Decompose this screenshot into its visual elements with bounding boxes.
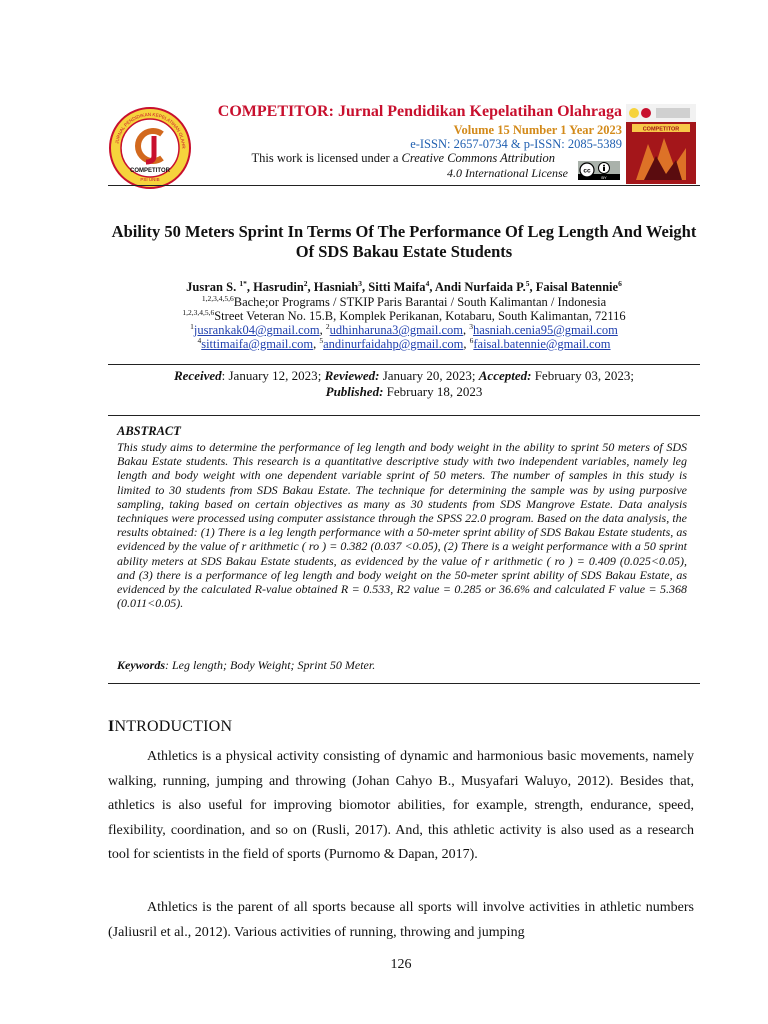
email-link[interactable]: jusrankak04@gmail.com — [193, 323, 320, 337]
keywords-label: Keywords — [117, 658, 165, 672]
email-link[interactable]: sittimaifa@gmail.com — [201, 337, 314, 351]
author-marker: 2 — [303, 279, 308, 288]
section-heading-introduction — [108, 718, 232, 736]
published-label: Published: — [325, 384, 384, 399]
svg-text:BY: BY — [601, 175, 607, 180]
author-list: Jusran S. $^{1*}$, Hasrudin$^2$, Hasniah$^3$, Sitti Maifa$^4$, Andi Nurfaida P.$^5$, Faisal Batennie$^6$ — [186, 279, 622, 294]
author-name: Faisal Batennie — [535, 280, 619, 294]
cover-title: COMPETITOR — [642, 126, 680, 133]
affiliation-marker: 1,2,3,4,5,6 — [182, 308, 215, 317]
accepted-date: February 03, 2023 — [534, 368, 631, 383]
accepted-label: Accepted: — [478, 368, 532, 383]
abstract-heading: ABSTRACT — [117, 424, 181, 438]
reviewed-date: January 20, 2023 — [382, 368, 472, 383]
reviewed-label: Reviewed: — [324, 368, 380, 383]
keywords-text: : Leg length; Body Weight; Sprint 50 Meter. — [165, 658, 376, 672]
intro-paragraph-2: Athletics is the parent of all sports because all sports will involve activities in athletic numbers (Jaliusril et al., 2012). Various activities of running, throwing and jumping — [108, 900, 694, 940]
logo-text: COMPETITOR — [130, 168, 170, 174]
logo-ring-text: JURNAL PENDIDIKAN KEPELATIHAN OLAHR — [114, 111, 187, 149]
email-link[interactable]: udhinharuna3@gmail.com — [329, 323, 464, 337]
email-link[interactable]: hasniah.cenia95@gmail.com — [473, 323, 618, 337]
author-marker: 3 — [358, 279, 363, 288]
heading-middle: NTRODUCTIO — [114, 718, 221, 735]
keywords — [117, 658, 687, 673]
journal-cover-thumbnail — [626, 104, 696, 184]
author-name: Hasrudin — [253, 280, 304, 294]
email-marker: 5 — [319, 336, 324, 345]
heading-initial: I — [108, 718, 115, 735]
heading-final: N — [220, 718, 233, 735]
email-marker: 1 — [190, 322, 194, 331]
intro-paragraph-1: Athletics is a physical activity consisting of dynamic and harmonious basic movements, namely walking, running, jumping and throwing (Johan Cahyo B., Musyafari Waluyo, 2012). Besides that, athletics is also useful for improving biomotor abilities, for example, strength, endurance, speed, flexibility, coordination, and so on (Rusli, 2017). And, this athletic activity is also used as a research tool for scientists in the field of sports (Purnomo & Dapan, 2017). — [108, 749, 694, 863]
submission-dates: Received: January 12, 2023; Reviewed: January 20, 2023; Accepted: February 03, 2023; — [173, 368, 635, 383]
email-line-1: $^1$jusrankak04@gmail.com, $^2$udhinharuna3@gmail.com, $^3$hasniah.cenia95@gmail.com — [190, 322, 618, 337]
affiliation-marker: 1,2,3,4,5,6 — [201, 294, 234, 303]
author-marker: 1* — [239, 279, 247, 288]
logo-subtext: PSI UNIB — [140, 177, 160, 182]
license-line2[interactable]: 4.0 International License — [447, 166, 568, 180]
email-marker: 4 — [197, 336, 202, 345]
page-number: 126 — [390, 957, 412, 972]
svg-text:cc: cc — [583, 167, 591, 175]
email-line-2: $^4$sittimaifa@gmail.com, $^5$andinurfaidahp@gmail.com, $^6$faisal.batennie@gmail.com — [197, 336, 611, 351]
received-date: January 12, 2023 — [228, 368, 318, 383]
cc-by-badge[interactable] — [578, 161, 620, 180]
license-prefix: This work is licensed under a — [251, 151, 402, 165]
author-marker: 4 — [425, 279, 430, 288]
affiliation-text: Bache;or Programs / STKIP Paris Barantai / South Kalimantan / Indonesia — [233, 295, 607, 309]
journal-title — [192, 103, 622, 121]
published-date: February 18, 2023 — [386, 384, 483, 399]
journal-issn: e-ISSN: 2657-0734 & p-ISSN: 2085-5389 — [410, 137, 622, 151]
license-link[interactable]: Creative Commons Attribution — [401, 151, 555, 165]
affiliation-text: Street Veteran No. 15.B, Komplek Perikanan, Kotabaru, South Kalimantan, 72116 — [214, 309, 626, 323]
author-name: Sitti Maifa — [368, 280, 426, 294]
email-marker: 6 — [469, 336, 474, 345]
abstract-divider — [108, 683, 700, 684]
journal-title-text: COMPETITOR: Jurnal Pendidikan Kepelatihan Olahraga — [217, 103, 622, 120]
email-marker: 3 — [469, 322, 474, 331]
affiliation-address — [108, 309, 700, 324]
author-marker: 5 — [525, 279, 530, 288]
email-link[interactable]: andinurfaidahp@gmail.com — [323, 337, 464, 351]
dates-divider-top — [108, 364, 700, 365]
abstract-body: This study aims to determine the performance of leg length and body weight in the ability to sprint 50 meters of SDS Bakau Estate students. This research is a quantitative descriptive study with two independent variables, namely leg length and body weight with one dependent variable sprint of 50 meters. The number of samples in this study is limited to 30 students from SDS Bakau Estate. The technique for determining the sample was by using purposive sampling, taking based on certain objectives as many as 30 students from SDS Mangrove Estate. Data analysis techniques were processed using computer assistance through the SPSS 22.0 program. Based on the data analysis, the results obtained: (1) There is a leg length performance with a 50-meter sprint ability of SDS Bakau Estate students, as evidenced by the value of r arithmetic ( ro ) = 0.382 (0.037 <0.05), (2) There is a weight performance with a 50 sprint ability meters at SDS Bakau Estate students, as evidenced by the value of r arithmetic ( ro ) = 0.409 (0.025<0.05), and (3) there is a performance of leg length and body weight on the 50-meter sprint ability of SDS Bakau Estate, as evidenced by the calculated R-value obtained R = 0.533, R2 value = 0.285 or 36.6% and calculated F value = 5.368 (0.011<0.05). — [117, 440, 687, 611]
author-name: Jusran S. — [186, 280, 240, 294]
email-link[interactable]: faisal.batennie@gmail.com — [473, 337, 611, 351]
license-line1 — [200, 151, 555, 166]
dates-divider-bottom — [108, 415, 700, 416]
author-marker: 6 — [618, 279, 622, 288]
published-date-line — [108, 384, 700, 400]
journal-logo — [108, 106, 192, 190]
journal-volume: Volume 15 Number 1 Year 2023 — [453, 123, 622, 137]
paper-title: Ability 50 Meters Sprint In Terms Of The Performance Of Leg Length And Weight Of SDS Bakau Estate Students — [111, 222, 697, 261]
author-name: Hasniah — [313, 280, 359, 294]
email-marker: 2 — [325, 322, 330, 331]
author-name: Andi Nurfaida P. — [434, 280, 526, 294]
received-label: Received — [173, 368, 222, 383]
header-divider — [108, 185, 700, 186]
